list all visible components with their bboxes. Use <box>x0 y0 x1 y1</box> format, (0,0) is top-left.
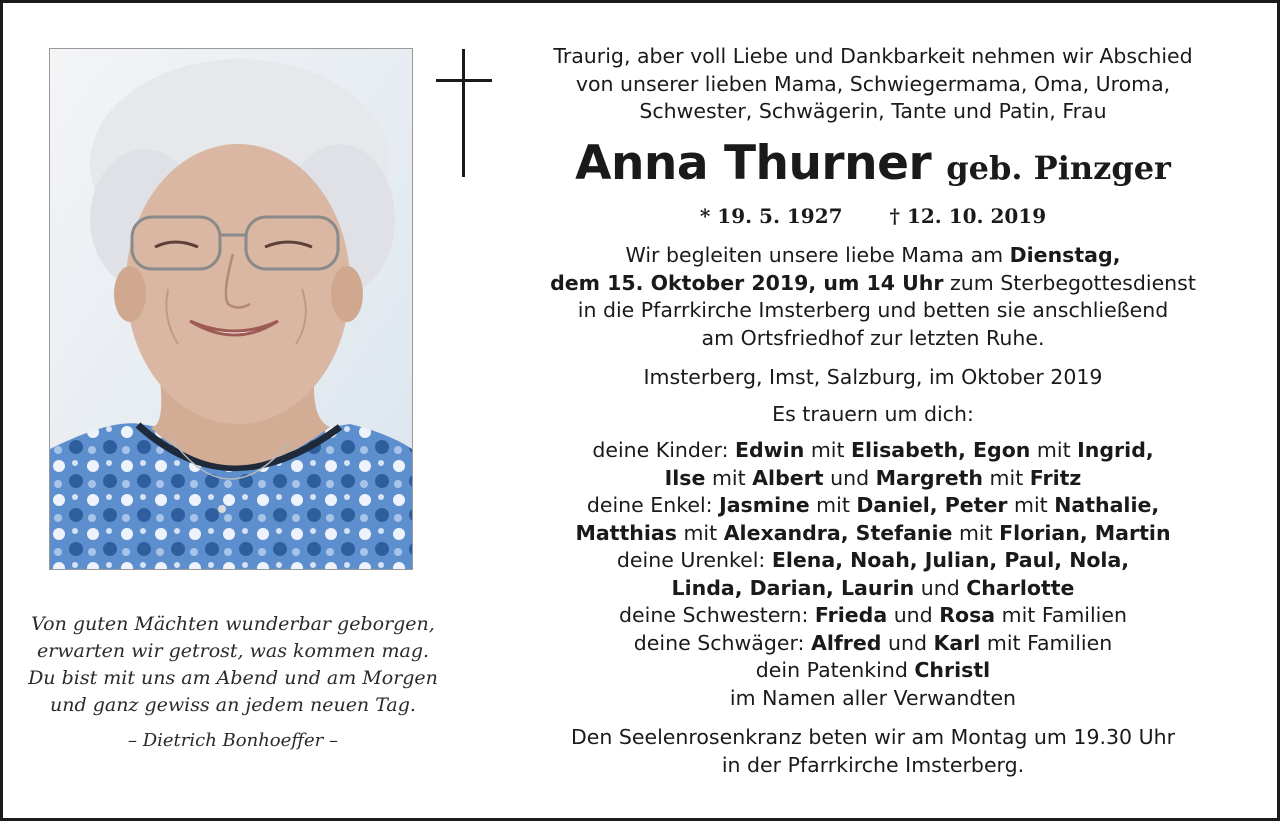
mourner-name: Christl <box>914 658 991 682</box>
mourner-text: deine Enkel: <box>586 493 720 517</box>
mourner-line <box>503 657 1243 685</box>
mourner-text: mit <box>983 465 1030 490</box>
intro-line: Traurig, aber voll Liebe und Dankbarkeit nehmen wir Abschied <box>553 44 1193 68</box>
mourner-name: Karl <box>933 630 981 655</box>
mourner-text: mit <box>1030 438 1078 462</box>
rosary-line: Den Seelenrosenkranz beten wir am Montag um 19.30 Uhr <box>570 725 1176 749</box>
mourner-name: Charlotte <box>966 575 1075 600</box>
portrait-photo <box>49 48 413 570</box>
mourner-name: Elisabeth, Egon <box>851 438 1031 462</box>
deceased-name-line <box>503 135 1243 201</box>
mourner-name: Alexandra, Stefanie <box>723 520 953 545</box>
mourner-text: deine Urenkel: <box>616 548 772 572</box>
mourner-line <box>503 575 1243 603</box>
mourner-line <box>503 437 1243 465</box>
service-info <box>503 242 1243 352</box>
mourner-name: Ingrid, <box>1077 438 1154 462</box>
place-date: Imsterberg, Imst, Salzburg, im Oktober 2019 <box>643 365 1103 389</box>
mourner-name: Nathalie, <box>1054 493 1160 517</box>
death-date: † 12. 10. 2019 <box>889 203 1047 228</box>
mourner-name: Margreth <box>875 465 984 490</box>
mourner-name: Jasmine <box>719 493 810 517</box>
mourner-text: mit <box>676 520 724 545</box>
mourners-list <box>503 437 1243 712</box>
mourner-line <box>503 630 1243 658</box>
poem-block <box>23 611 443 754</box>
mourner-text: deine Schwäger: <box>633 630 811 655</box>
mourner-text: im Namen aller Verwandten <box>729 685 1017 710</box>
mourner-text: deine Kinder: <box>592 438 736 462</box>
mourner-name: Albert <box>752 465 824 490</box>
mourner-name: Elena, Noah, Julian, Paul, Nola, <box>771 548 1130 572</box>
mourner-text: mit <box>1007 493 1055 517</box>
mourner-text: mit Familien <box>980 630 1113 655</box>
mourner-text: dein Patenkind <box>755 658 915 682</box>
mourner-name: Rosa <box>939 603 996 627</box>
mourner-name: Edwin <box>735 438 805 462</box>
mourner-line <box>503 465 1243 493</box>
service-text: in die Pfarrkirche Imsterberg und betten sie anschließend <box>577 298 1169 322</box>
mourner-name: Ilse <box>664 465 706 490</box>
mourner-name: Alfred <box>810 630 882 655</box>
mourner-text: mit <box>809 493 857 517</box>
mourner-name: Daniel, Peter <box>856 493 1008 517</box>
mourner-text: und <box>881 630 934 655</box>
service-text: zum Sterbegottesdienst <box>943 270 1196 295</box>
mourner-name: Florian, Martin <box>999 520 1171 545</box>
mourner-name: Linda, Darian, Laurin <box>671 575 915 600</box>
service-datetime: dem 15. Oktober 2019, um 14 Uhr <box>550 270 944 295</box>
mourner-text: mit <box>705 465 753 490</box>
mourner-text: und <box>823 465 876 490</box>
mourner-text: deine Schwestern: <box>619 603 815 627</box>
rosary-info <box>503 724 1243 779</box>
poem-line: erwarten wir getrost, was kommen mag. <box>36 640 430 662</box>
intro-line: Schwester, Schwägerin, Tante und Patin, Frau <box>639 99 1107 123</box>
service-day: Dienstag, <box>1009 243 1121 267</box>
mourner-name: Matthias <box>575 520 677 545</box>
maiden-name: geb. Pinzger <box>946 148 1171 187</box>
mourner-text: und <box>887 603 940 627</box>
cross-icon <box>436 49 492 177</box>
service-text: am Ortsfriedhof zur letzten Ruhe. <box>701 325 1045 350</box>
mourner-line <box>503 547 1243 575</box>
poem-line: Von guten Mächten wunderbar geborgen, <box>31 613 435 635</box>
service-text: Wir begleiten unsere liebe Mama am <box>625 243 1010 267</box>
life-dates <box>503 203 1243 231</box>
deceased-name: Anna Thurner <box>575 135 932 191</box>
mourner-line <box>503 685 1243 713</box>
mourner-line <box>503 520 1243 548</box>
poem-line: Du bist mit uns am Abend und am Morgen <box>28 667 438 689</box>
mourner-line <box>503 492 1243 520</box>
announcement-text <box>503 43 1243 779</box>
mourner-name: Frieda <box>814 603 888 627</box>
mourner-name: Fritz <box>1029 465 1082 490</box>
mourner-text: und <box>914 575 967 600</box>
poem-author: – Dietrich Bonhoeffer – <box>127 730 339 751</box>
intro-line: von unserer lieben Mama, Schwiegermama, Oma, Uroma, <box>575 71 1171 96</box>
rosary-line: in der Pfarrkirche Imsterberg. <box>721 752 1025 777</box>
mourners-intro: Es trauern um dich: <box>772 401 974 426</box>
mourner-text: mit Familien <box>995 603 1127 627</box>
mourner-text: mit <box>952 520 1000 545</box>
mourner-text: mit <box>804 438 852 462</box>
poem-line: und ganz gewiss an jedem neuen Tag. <box>50 694 416 716</box>
mourner-line <box>503 602 1243 630</box>
intro-text <box>503 43 1243 126</box>
birth-date: * 19. 5. 1927 <box>699 203 843 228</box>
